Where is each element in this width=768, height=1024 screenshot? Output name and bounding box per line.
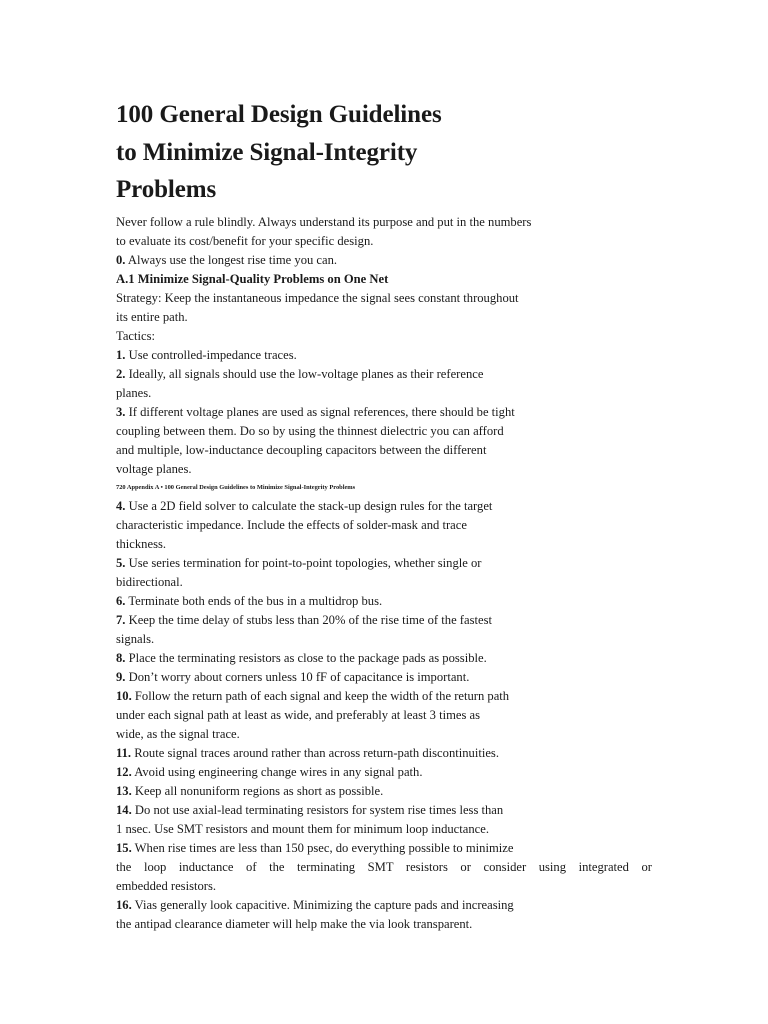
rule-0 <box>116 251 652 270</box>
rule-line <box>116 384 652 403</box>
rule-text: Keep the time delay of stubs less than 20% of the rise time of the fastest <box>125 612 492 627</box>
rule-text: Use a 2D field solver to calculate the stack-up design rules for the target <box>125 498 493 513</box>
rule-text: voltage planes. <box>116 461 192 476</box>
rule-line <box>116 611 652 630</box>
rule-number: 2. <box>116 366 126 381</box>
strategy-line: Strategy: Keep the instantaneous impedance the signal sees constant throughout <box>116 290 519 305</box>
rule-text: embedded resistors. <box>116 878 217 893</box>
page-title <box>116 96 652 209</box>
intro-paragraph <box>116 213 652 251</box>
rule-line <box>116 744 652 763</box>
rule-line <box>116 516 652 535</box>
rule-number: 9. <box>116 669 126 684</box>
rule-item <box>116 687 652 744</box>
rule-line <box>116 820 652 839</box>
rule-item <box>116 668 652 687</box>
rule-text: characteristic impedance. Include the effects of solder-mask and trace <box>116 517 467 532</box>
rule-text: thickness. <box>116 536 167 551</box>
rule-text: bidirectional. <box>116 574 183 589</box>
rule-item <box>116 801 652 839</box>
rule-number: 5. <box>116 555 126 570</box>
section-heading: A.1 Minimize Signal-Quality Problems on One Net <box>116 271 389 286</box>
strategy-line: its entire path. <box>116 309 188 324</box>
rule-line <box>116 687 652 706</box>
running-head: 720 Appendix A • 100 General Design Guidelines to Minimize Signal-Integrity Problems <box>116 483 356 491</box>
rule-line <box>116 460 652 479</box>
title-line-2: to Minimize Signal-Integrity <box>116 138 418 166</box>
rule-number: 6. <box>116 593 126 608</box>
rule-line <box>116 782 652 801</box>
rule-text: signals. <box>116 631 155 646</box>
rule-item <box>116 763 652 782</box>
rule-text: Route signal traces around rather than across return-path discontinuities. <box>131 745 499 760</box>
rule-text: under each signal path at least as wide, and preferably at least 3 times as <box>116 707 481 722</box>
rule-text: Do not use axial-lead terminating resistors for system rise times less than <box>131 802 504 817</box>
rule-text: Keep all nonuniform regions as short as possible. <box>131 783 384 798</box>
rule-text: Avoid using engineering change wires in any signal path. <box>131 764 423 779</box>
rule-text: the loop inductance of the terminating SMT resistors or consider using integrated or <box>116 859 652 874</box>
rules-list-top <box>116 346 652 479</box>
rule-item <box>116 592 652 611</box>
rule-text: Ideally, all signals should use the low-voltage planes as their reference <box>125 366 484 381</box>
rule-number: 10. <box>116 688 132 703</box>
rule-number: 13. <box>116 783 132 798</box>
rule-text: If different voltage planes are used as signal references, there should be tight <box>125 404 515 419</box>
rule-line <box>116 441 652 460</box>
rule-text: Place the terminating resistors as close to the package pads as possible. <box>125 650 487 665</box>
rule-item <box>116 896 652 934</box>
rule-number: 15. <box>116 840 132 855</box>
rule-line <box>116 706 652 725</box>
rule-item <box>116 497 652 554</box>
rule-number: 1. <box>116 347 126 362</box>
rule-line <box>116 725 652 744</box>
rule-line <box>116 346 652 365</box>
rule-number: 8. <box>116 650 126 665</box>
rule-text: Always use the longest rise time you can. <box>125 252 338 267</box>
rule-line <box>116 573 652 592</box>
rule-number: 11. <box>116 745 132 760</box>
rule-text: coupling between them. Do so by using the thinnest dielectric you can afford <box>116 423 504 438</box>
rule-line <box>116 535 652 554</box>
rule-line <box>116 839 652 858</box>
rule-line <box>116 801 652 820</box>
title-line-3: Problems <box>116 176 217 203</box>
rule-item <box>116 403 652 479</box>
rule-item <box>116 782 652 801</box>
rule-text: the antipad clearance diameter will help make the via look transparent. <box>116 916 473 931</box>
rule-text: wide, as the signal trace. <box>116 726 240 741</box>
rule-item <box>116 839 652 896</box>
rule-text: Vias generally look capacitive. Minimizing the capture pads and increasing <box>131 897 514 912</box>
rule-text: Follow the return path of each signal and keep the width of the return path <box>131 688 510 703</box>
rule-line <box>116 896 652 915</box>
rule-number: 0. <box>116 252 126 267</box>
rule-line <box>116 668 652 687</box>
strategy-paragraph <box>116 289 652 327</box>
rule-text: Use series termination for point-to-point topologies, whether single or <box>125 555 482 570</box>
rule-text: 1 nsec. Use SMT resistors and mount them for minimum loop inductance. <box>116 821 489 836</box>
rule-number: 3. <box>116 404 126 419</box>
rule-item <box>116 611 652 649</box>
rule-line <box>116 403 652 422</box>
rules-list-bottom <box>116 497 652 934</box>
rule-text: Terminate both ends of the bus in a multidrop bus. <box>125 593 383 608</box>
rule-line <box>116 365 652 384</box>
rule-line <box>116 915 652 934</box>
tactics-label: Tactics: <box>116 328 155 343</box>
intro-line: Never follow a rule blindly. Always understand its purpose and put in the numbers <box>116 214 532 229</box>
intro-line: to evaluate its cost/benefit for your specific design. <box>116 233 374 248</box>
rule-line <box>116 858 652 877</box>
title-line-1: 100 General Design Guidelines <box>116 101 442 128</box>
rule-item <box>116 649 652 668</box>
rule-line <box>116 630 652 649</box>
rule-text: planes. <box>116 385 152 400</box>
rule-text: Use controlled-impedance traces. <box>125 347 297 362</box>
rule-number: 7. <box>116 612 126 627</box>
rule-item <box>116 744 652 763</box>
rule-line <box>116 763 652 782</box>
rule-number: 4. <box>116 498 126 513</box>
rule-item <box>116 554 652 592</box>
rule-line <box>116 649 652 668</box>
rule-item <box>116 346 652 365</box>
rule-item <box>116 365 652 403</box>
rule-number: 16. <box>116 897 132 912</box>
rule-text: When rise times are less than 150 psec, do everything possible to minimize <box>131 840 514 855</box>
rule-line <box>116 554 652 573</box>
rule-text: and multiple, low-inductance decoupling capacitors between the different <box>116 442 487 457</box>
rule-number: 14. <box>116 802 132 817</box>
rule-number: 12. <box>116 764 132 779</box>
rule-line <box>116 422 652 441</box>
rule-text: Don’t worry about corners unless 10 fF of capacitance is important. <box>125 669 470 684</box>
rule-line <box>116 592 652 611</box>
rule-line <box>116 497 652 516</box>
rule-line <box>116 877 652 896</box>
document-page <box>116 96 652 934</box>
